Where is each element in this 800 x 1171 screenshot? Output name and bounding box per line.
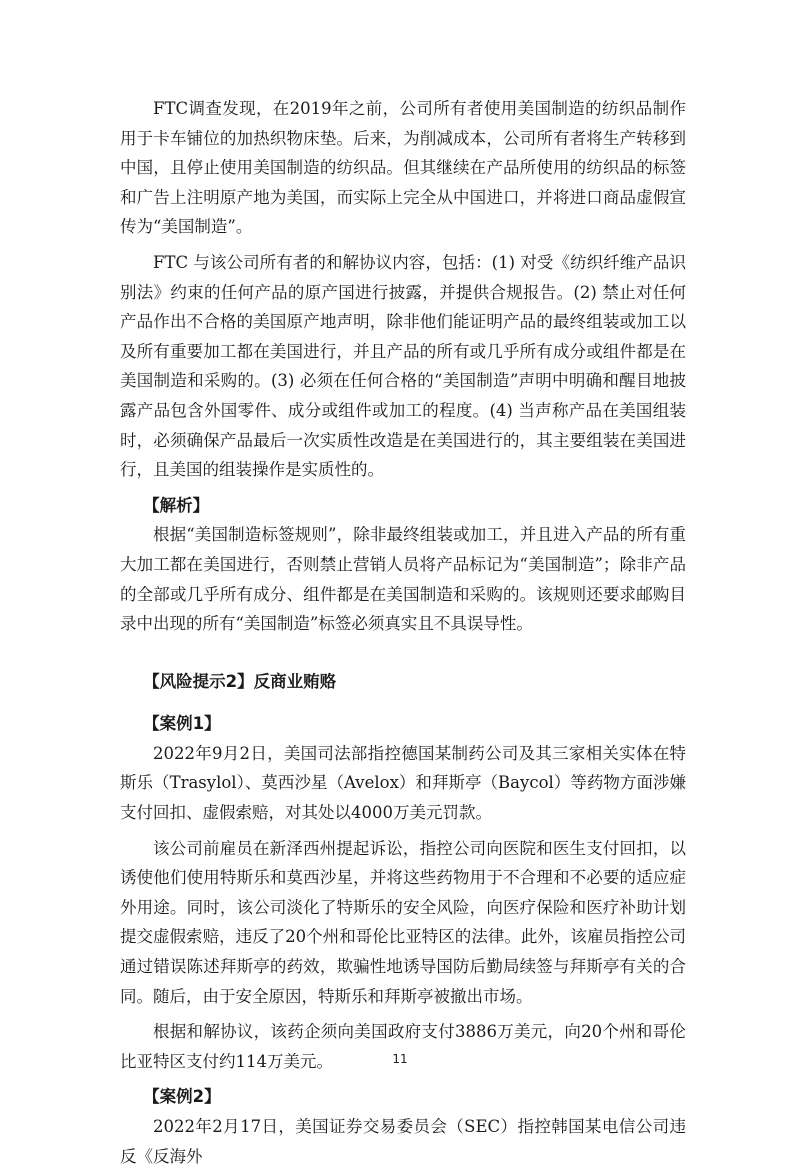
page-number: 11 [392,1052,408,1066]
paragraph-case2-intro: 2022年2月17日，美国证券交易委员会（SEC）指控韩国某电信公司违反《反海外 [120,1117,686,1166]
paragraph-case1-details: 该公司前雇员在新泽西州提起诉讼，指控公司向医院和医生支付回扣，以诱使他们使用特斯乐和莫西沙星，并将这些药物用于不合理和不必要的适应症外用途。同时，该公司淡化了特斯乐的安全风险，向医疗保险和医疗补助计划提交虚假索赔，违反了20个州和哥伦比亚特区的法律。此外，该雇员指控公司通过错误陈述拜斯亭的药效，欺骗性地诱导国防后勤局续签与拜斯亭有关的合同。随后，由于安全原因，特斯乐和拜斯亭被撤出市场。 [120,838,686,1006]
paragraph-settlement-terms: FTC 与该公司所有者的和解协议内容，包括：(1) 对受《纺织纤维产品识别法》约束的任何产品的原产国进行披露，并提供合规报告。(2) 禁止对任何产品作出不合格的美国原产地声明，除非他们能证明产品的最终组装或加工以及所有重要加工都在美国进行，并且产品的所有或几乎所有成分或组件都是在美国制造和采购的。(3) 必须在任何合格的“美国制造”声明中明确和醒目地披露产品包含外国零件、成分或组件或加工的程度。(4) 当声称产品在美国组装时，必须确保产品最后一次实质性改造是在美国进行的，其主要组装在美国进行，且美国的组装操作是实质性的。 [120,252,686,480]
heading-analysis: 【解析】 [143,495,210,515]
paragraph-case1-intro: 2022年9月2日，美国司法部指控德国某制药公司及其三家相关实体在特斯乐（Trasylol）、莫西沙星（Avelox）和拜斯亭（Baycol）等药物方面涉嫌支付回扣、虚假索赔，对其处以4000万美元罚款。 [120,743,686,823]
heading-risk-2: 【风险提示2】反商业贿赂 [143,671,337,691]
paragraph-case1-settlement: 根据和解协议，该药企须向美国政府支付3886万美元，向20个州和哥伦比亚特区支付约114万美元。 [120,1022,686,1071]
heading-case-2: 【案例2】 [143,1087,221,1107]
paragraph-ftc-findings: FTC调查发现，在2019年之前，公司所有者使用美国制造的纺织品制作用于卡车铺位的加热织物床垫。后来，为削减成本，公司所有者将生产转移到中国，且停止使用美国制造的纺织品。但其继续在产品所使用的纺织品的标签和广告上注明原产地为美国，而实际上完全从中国进口，并将进口商品虚假宣传为“美国制造”。 [120,99,686,237]
heading-case-1: 【案例1】 [143,714,221,734]
paragraph-analysis: 根据“美国制造标签规则”，除非最终组装或加工，并且进入产品的所有重大加工都在美国进行，否则禁止营销人员将产品标记为“美国制造”；除非产品的全部或几乎所有成分、组件都是在美国制造和采购的。该规则还要求邮购目录中出现的所有“美国制造”标签必须真实且不具误导性。 [120,525,686,634]
page-body [120,94,686,1171]
